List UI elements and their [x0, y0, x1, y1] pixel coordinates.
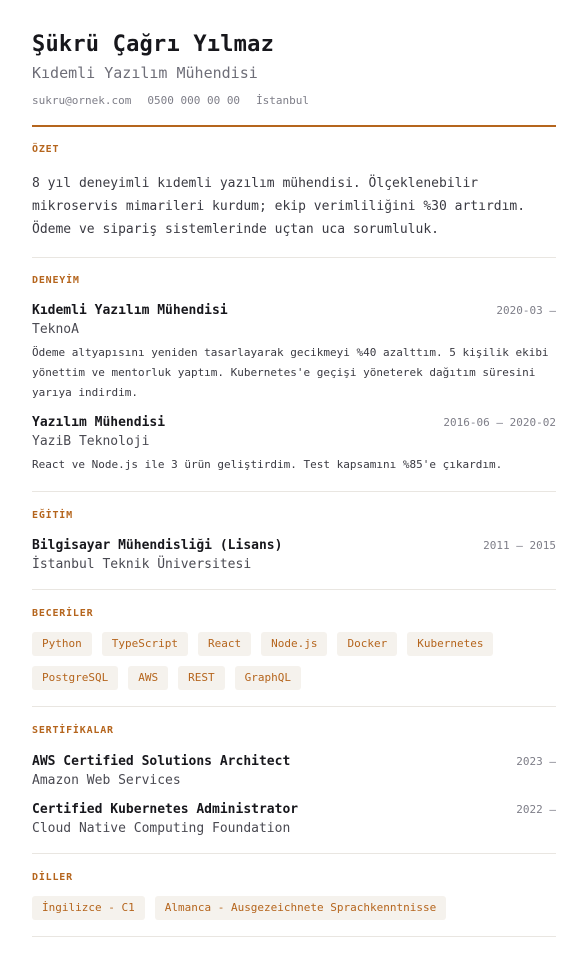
skill-chip: React	[198, 632, 251, 656]
skill-chip: GraphQL	[235, 666, 301, 690]
skill-chip: Node.js	[261, 632, 327, 656]
job-dates: 2016-06 – 2020-02	[443, 416, 556, 429]
section-title-experience: DENEYİM	[32, 275, 80, 286]
entry-header	[32, 415, 556, 431]
certification-date: 2023 –	[516, 755, 556, 768]
section-title-certifications: SERTİFİKALAR	[32, 725, 114, 736]
skill-chip: TypeScript	[102, 632, 188, 656]
experience-entry	[32, 415, 556, 475]
resume-header	[32, 32, 556, 127]
experience-section	[32, 258, 556, 492]
school-name: İstanbul Teknik Üniversitesi	[32, 557, 252, 572]
company-name: TeknoA	[32, 322, 79, 337]
entry-header	[32, 802, 556, 818]
education-section	[32, 492, 556, 590]
language-chip: İngilizce - C1	[32, 896, 145, 920]
skill-chip: Python	[32, 632, 92, 656]
skill-chip: AWS	[128, 666, 168, 690]
entry-header	[32, 538, 556, 554]
languages-section	[32, 854, 556, 937]
summary-section	[32, 127, 556, 258]
certification-entry	[32, 802, 556, 837]
person-name: Şükrü Çağrı Yılmaz	[32, 32, 275, 57]
certification-issuer: Cloud Native Computing Foundation	[32, 821, 291, 836]
certification-entry	[32, 754, 556, 789]
entry-header	[32, 754, 556, 770]
job-title: Kıdemli Yazılım Mühendisi	[32, 303, 228, 318]
company-name: YaziB Teknoloji	[32, 434, 150, 449]
section-title-education: EĞİTİM	[32, 510, 73, 521]
section-title-summary: ÖZET	[32, 144, 60, 155]
summary-text: 8 yıl deneyimli kıdemli yazılım mühendisi. Ölçeklenebilir mikroservis mimarileri kurdum; ekip verimliliğini %30 artırdım. Ödeme ve sipariş sistemlerinde uçtan uca sorumluluk.	[32, 176, 526, 237]
education-entry	[32, 538, 556, 573]
skill-chip: REST	[178, 666, 225, 690]
job-title: Yazılım Mühendisi	[32, 415, 166, 430]
job-description: Ödeme altyapısını yeniden tasarlayarak gecikmeyi %40 azalttım. 5 kişilik ekibi yönettim ve mentorluk yaptım. Kubernetes'e geçişi yöneterek dağıtım süresini yarıya indirdim.	[32, 346, 549, 399]
certification-date: 2022 –	[516, 803, 556, 816]
entry-header	[32, 303, 556, 319]
contact-line	[32, 94, 556, 108]
contact-phone[interactable]: 0500 000 00 00	[147, 94, 241, 107]
job-dates: 2020-03 –	[496, 304, 556, 317]
certification-name: AWS Certified Solutions Architect	[32, 754, 291, 769]
education-dates: 2011 – 2015	[483, 539, 556, 552]
skill-chip: PostgreSQL	[32, 666, 118, 690]
job-description: React ve Node.js ile 3 ürün geliştirdim. Test kapsamını %85'e çıkardım.	[32, 458, 503, 471]
section-title-skills: BECERİLER	[32, 608, 94, 619]
skills-section	[32, 590, 556, 707]
languages-list	[32, 896, 556, 920]
certifications-section	[32, 707, 556, 854]
section-title-languages: DİLLER	[32, 872, 73, 883]
contact-email[interactable]: sukru@ornek.com	[32, 94, 132, 107]
contact-location: İstanbul	[256, 94, 310, 107]
skill-chip: Docker	[337, 632, 397, 656]
degree-name: Bilgisayar Mühendisliği (Lisans)	[32, 538, 283, 553]
person-title: Kıdemli Yazılım Mühendisi	[32, 64, 258, 82]
language-chip: Almanca - Ausgezeichnete Sprachkenntnisse	[155, 896, 447, 920]
skill-chip: Kubernetes	[407, 632, 493, 656]
certification-issuer: Amazon Web Services	[32, 773, 181, 788]
skills-list	[32, 632, 556, 690]
experience-entry	[32, 303, 556, 403]
certification-name: Certified Kubernetes Administrator	[32, 802, 299, 817]
